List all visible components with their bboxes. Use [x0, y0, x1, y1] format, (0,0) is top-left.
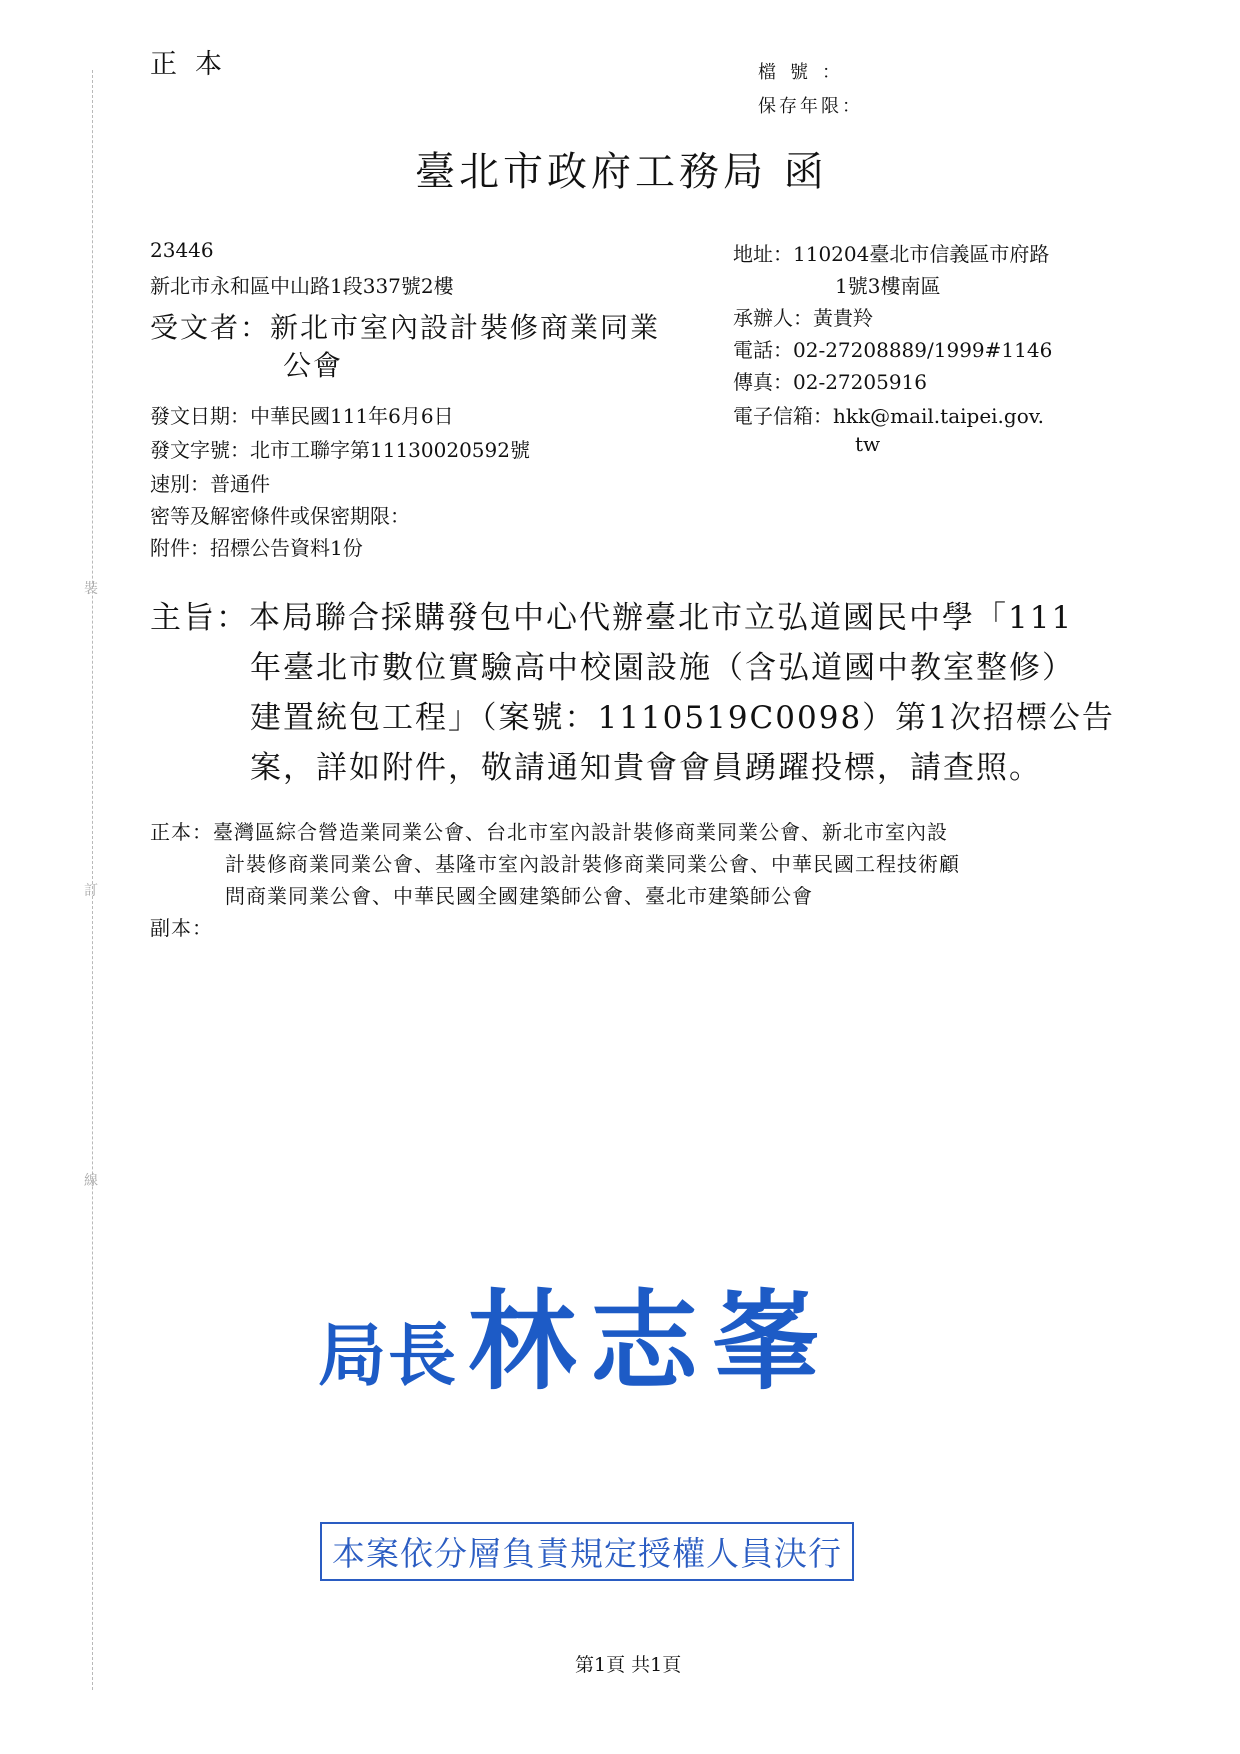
page-number: 第1頁 共1頁: [575, 1654, 682, 1676]
binding-mark: 裝: [84, 581, 98, 597]
sender-address-line-1: 地址：110204臺北市信義區市府路: [733, 242, 1050, 266]
attachment: 附件：招標公告資料1份: [150, 536, 363, 560]
secrecy-level: 密等及解密條件或保密期限：: [150, 504, 410, 528]
authorization-stamp: 本案依分層負責規定授權人員決行: [320, 1522, 854, 1581]
copy-recipients: 副本：: [150, 916, 213, 940]
signature-name: 林志峯: [468, 1279, 835, 1405]
speed-class: 速別：普通件: [150, 472, 270, 496]
subject-line-1: 主旨：本局聯合採購發包中心代辦臺北市立弘道國民中學「111: [150, 600, 1074, 636]
email-line-1: 電子信箱：hkk@mail.taipei.gov.: [733, 404, 1045, 428]
recipient-line-1: 受文者：新北市室內設計裝修商業同業: [150, 311, 661, 344]
issue-date: 發文日期：中華民國111年6月6日: [150, 404, 454, 428]
director-signature: [318, 1255, 834, 1410]
subject-line-2: 年臺北市數位實驗高中校園設施（含弘道國中教室整修）: [250, 650, 1075, 686]
phone: 電話：02-27208889/1999#1146: [733, 338, 1053, 362]
recipient-line-2: 公會: [283, 349, 344, 382]
postal-code: 23446: [150, 238, 214, 262]
original-recipients-line-2: 計裝修商業同業公會、基隆市室內設計裝修商業同業公會、中華民國工程技術顧: [225, 852, 960, 876]
binding-mark: 線: [84, 1173, 98, 1189]
document-title: 臺北市政府工務局 函: [415, 149, 828, 195]
signature-title: 局長: [318, 1316, 459, 1396]
sender-address-line-2: 1號3樓南區: [835, 274, 941, 298]
document-number: 發文字號：北市工聯字第11130020592號: [150, 438, 530, 462]
binding-mark: 訂: [84, 883, 98, 899]
original-recipients-line-3: 問商業同業公會、中華民國全國建築師公會、臺北市建築師公會: [225, 884, 813, 908]
fax: 傳真：02-27205916: [733, 370, 928, 394]
copy-label: 正本: [150, 49, 240, 80]
file-number-label: 檔號：: [758, 62, 854, 83]
handler: 承辦人：黃貴羚: [733, 306, 873, 330]
subject-line-3: 建置統包工程」（案號：1110519C0098）第1次招標公告: [250, 700, 1115, 736]
original-recipients-line-1: 正本：臺灣區綜合營造業同業公會、台北市室內設計裝修商業同業公會、新北市室內設: [150, 820, 948, 844]
subject-line-4: 案，詳如附件，敬請通知貴會會員踴躍投標，請查照。: [250, 750, 1042, 786]
email-line-2: tw: [855, 432, 881, 456]
retention-label: 保存年限：: [758, 96, 863, 117]
recipient-address: 新北市永和區中山路1段337號2樓: [150, 274, 454, 298]
